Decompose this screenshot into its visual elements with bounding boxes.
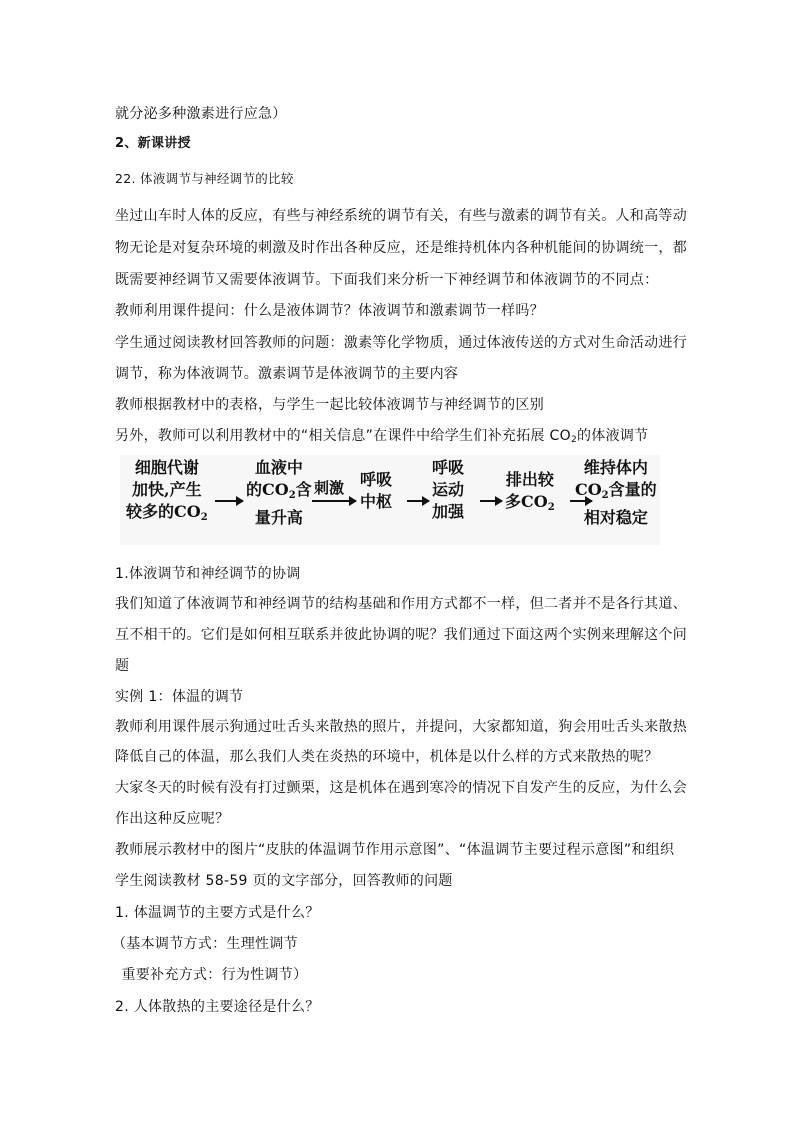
flow-node-exhale-co2 [505,469,555,519]
flow-node-line [575,479,657,507]
answer-line: （基本调节方式：生理性调节 [112,936,298,952]
flow-node-line: 相对稳定 [583,508,648,527]
flow-node-line: 血液中 [254,458,303,477]
text-line: 降低自己的体温，那么我们人类在炎热的环境中，机体是以什么样的方式来散热的呢？ [115,749,659,765]
answer-line: 重要补充方式：行为性调节） [112,967,308,983]
flow-node-line: 加快,产生 [132,480,202,499]
flow-node-line: 维持体内 [583,458,648,477]
section-heading: 2、新课讲授 [115,136,191,151]
text-line: 我们知道了体液调节和神经调节的结构基础和作用方式都不一样，但二者并不是各行其道、 [115,596,687,612]
flow-node-breathing-movement [432,457,464,523]
subscript: 2 [601,490,609,501]
flow-text: CO [575,480,602,499]
text-line: 调节，称为体液调节。激素调节是体液调节的主要内容 [115,366,459,382]
flow-text: 较多的CO [126,502,201,521]
flow-arrow [215,500,243,502]
flow-node-line: 呼吸 [432,458,465,477]
text-line: 实例 1：体温的调节 [115,689,244,705]
flow-arrow [312,500,356,502]
text-line: 学生阅读教材 58-59 页的文字部分，回答教师的问题 [115,873,453,889]
text-line: 1.体液调节和神经调节的协调 [115,566,301,582]
text-line: 物无论是对复杂环境的刺激及时作出各种反应，还是维持机体内各种机能间的协调统一，都 [115,240,687,256]
text-line: 教师根据教材中的表格，与学生一起比较体液调节与神经调节的区别 [115,397,544,413]
text-line: 学生通过阅读教材回答教师的问题：激素等化学物质，通过体液传送的方式对生命活动进行 [115,335,687,351]
flow-node-metabolism [126,457,208,529]
co2-regulation-flowchart [120,455,660,545]
text-line: 坐过山车时人体的反应，有些与神经系统的调节有关，有些与激素的调节有关。人和高等动 [115,208,687,224]
subscript: 2 [570,435,577,445]
text-segment: 的体液调节 [576,428,649,444]
flow-text: 多CO [505,492,548,511]
flow-node-line: 量升高 [254,508,303,527]
text-line: 互不相干的。它们是如何相互联系并彼此协调的呢？我们通过下面这两个实例来理解这个问 [115,627,687,643]
flow-node-line: 排出较 [505,470,554,489]
flow-node-respiratory-center [360,469,392,513]
question-line: 2. 人体散热的主要途径是什么？ [115,999,320,1015]
text-line: 题 [115,658,130,674]
flow-text: 含 [295,480,312,499]
subscript: 2 [288,490,296,501]
flow-node-line: 中枢 [360,492,393,511]
subsection-heading: 22. 体液调节与神经调节的比较 [115,171,294,186]
question-line: 1. 体温调节的主要方式是什么？ [115,905,320,921]
text-line: 大家冬天的时候有没有打过颤栗，这是机体在遇到寒冷的情况下自发产生的反应，为什么会 [115,780,687,796]
flow-node-homeostasis [575,457,657,529]
text-line: 教师展示教材中的图片“皮肤的体温调节作用示意图”、“体温调节主要过程示意图”和组织 [115,842,675,858]
flow-arrow-label: 刺激 [314,479,345,497]
text-segment: 另外，教师可以利用教材中的“相关信息”在课件中给学生们补充拓展 CO [115,428,571,444]
subscript: 2 [547,502,555,513]
flow-node-line: 加强 [432,502,465,521]
text-line: 作出这种反应呢？ [115,811,230,827]
flow-node-line [246,479,312,507]
flow-node-blood-co2 [246,457,312,529]
text-line [115,425,648,451]
flow-node-line [126,501,208,529]
flow-text: 的CO [246,480,289,499]
flow-node-line: 运动 [432,480,465,499]
flow-text: 含量的 [608,480,657,499]
text-line: 既需要神经调节又需要体液调节。下面我们来分析一下神经调节和体液调节的不同点： [115,272,659,288]
text-line: 教师利用课件提问：什么是液体调节？体液调节和激素调节一样吗？ [115,303,544,319]
flow-arrow [407,500,429,502]
flow-arrow [480,500,502,502]
flow-node-line: 细胞代谢 [134,458,199,477]
flow-node-line [505,491,555,519]
text-line: 就分泌多种激素进行应急） [115,106,287,122]
text-line: 教师利用课件展示狗通过吐舌头来散热的照片，并提问，大家都知道，狗会用吐舌头来散热 [115,719,687,735]
subscript: 2 [200,512,208,523]
flow-node-line: 呼吸 [360,470,393,489]
